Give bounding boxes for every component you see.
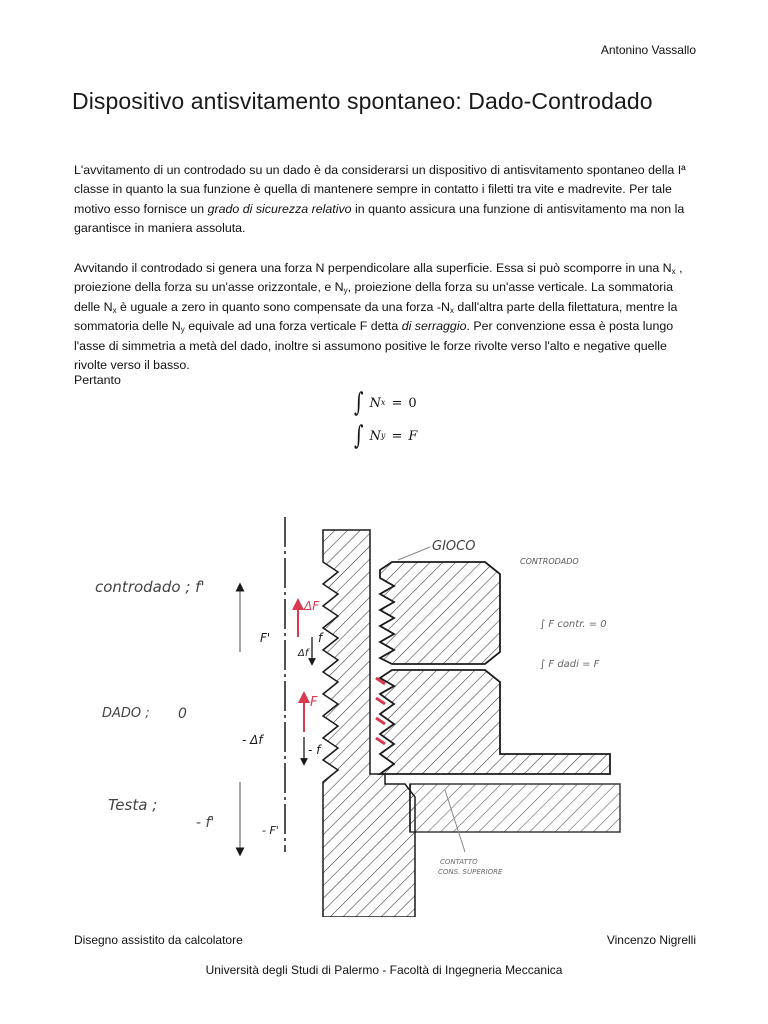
author-top: Antonino Vassallo <box>600 43 696 57</box>
formula-sum-nx: ∫ N x = 0 <box>354 388 417 418</box>
footer-left: Disegno assistito da calcolatore <box>74 933 243 947</box>
label-controdado: controdado ; f' <box>95 578 205 596</box>
p1-text-a: L'avvitamento di un controdado su un dado è da considerarsi un dispositivo di antisvitamento spontaneo della Iª classe in quanto la sua funzione è quella di mantenere sempre in contatto i filetti tra vite e madrevite. Per tale motivo esso fornisce un <box>74 163 686 216</box>
p2-s1: Avvitando il controdado si genera una forza N perpendicolare alla superficie. Essa si può scomporre in una N <box>74 261 672 275</box>
p2-s3: , proiezione della forza su un'asse verticale. La sommatoria delle N <box>74 280 673 314</box>
label-f-prime: F' <box>260 631 271 645</box>
p2-s6: equivale ad una forza verticale F detta <box>184 319 402 334</box>
p2-s7: . Per convenzione essa è posta lungo l'asse di simmetria a metà del dado, inoltre si assumono positive le forze rivolte verso l'alto e negative quelle rivolte verso il basso. <box>74 319 674 373</box>
label-integral-2: ∫ F dadi = F <box>540 659 600 670</box>
paragraph-2 <box>74 259 690 375</box>
label-contatto-2: CONS. SUPERIORE <box>438 868 503 876</box>
label-minus-f-prime-bottom: - F' <box>262 824 279 837</box>
label-minus-f-prime: - f' <box>196 815 215 831</box>
label-minus-f: - f <box>308 743 321 757</box>
footer-center: Università degli Studi di Palermo - Facoltà di Ingegneria Meccanica <box>205 963 563 977</box>
label-gioco: GIOCO <box>432 539 476 554</box>
p2-s4: è uguale a zero in quanto sono compensate da una forza -N <box>116 299 450 314</box>
paragraph-1 <box>74 161 690 239</box>
nut-locknut-diagram <box>80 492 700 917</box>
label-delta-f-upper: ΔF <box>304 599 320 613</box>
formula-rhs: 0 <box>408 395 417 411</box>
footer-right: Vincenzo Nigrelli <box>606 933 696 947</box>
integral-symbol: ∫ <box>354 421 364 451</box>
bolt-head-plate <box>410 784 620 832</box>
p1-italic: grado di sicurezza relativo <box>207 201 352 216</box>
label-minus-delta-f: - Δf <box>242 733 263 747</box>
label-delta-f-small: Δf <box>298 648 309 659</box>
label-contatto: CONTATTO <box>440 858 478 866</box>
label-f-red: F <box>310 695 318 710</box>
page-title: Dispositivo antisvitamento spontaneo: Dado-Controdado <box>72 88 653 114</box>
formula-sum-ny: ∫ N y = F <box>354 421 418 451</box>
sub-x-2: x <box>112 305 117 315</box>
gioco-leader <box>398 547 430 560</box>
p2-s2: , proiezione della forza su un'asse orizzontale, e N <box>74 261 683 295</box>
integral-symbol: ∫ <box>354 388 364 418</box>
formula-rhs: F <box>408 428 418 444</box>
p2-italic: di serraggio <box>401 319 467 334</box>
formula-eq: = <box>391 395 403 411</box>
sub-y-2: y <box>180 325 185 335</box>
sub-x-3: x <box>449 305 454 315</box>
p2-s5: dall'altra parte della filettatura, mentre la sommatoria delle N <box>74 299 678 334</box>
label-integral-1: ∫ F contr. = 0 <box>540 619 607 630</box>
label-controdado-tag: CONTRODADO <box>520 557 579 566</box>
p1-text-b: in quanto assicura una funzione di antisvitamento ma non la garantisce in maniera assoluta. <box>74 201 685 236</box>
sub-y-1: y <box>343 286 348 296</box>
label-dado-zero: 0 <box>178 706 187 722</box>
locknut-body <box>380 562 500 664</box>
label-dado: DADO ; <box>102 706 150 721</box>
formula-eq: = <box>391 428 403 444</box>
nut-body <box>380 670 610 774</box>
label-testa: Testa ; <box>108 796 158 814</box>
formula-var: N <box>369 395 381 411</box>
pertanto-label: Pertanto <box>74 373 121 387</box>
sub-x-1: x <box>671 267 676 276</box>
formula-var: N <box>369 428 381 444</box>
label-f-small: f <box>318 631 323 645</box>
